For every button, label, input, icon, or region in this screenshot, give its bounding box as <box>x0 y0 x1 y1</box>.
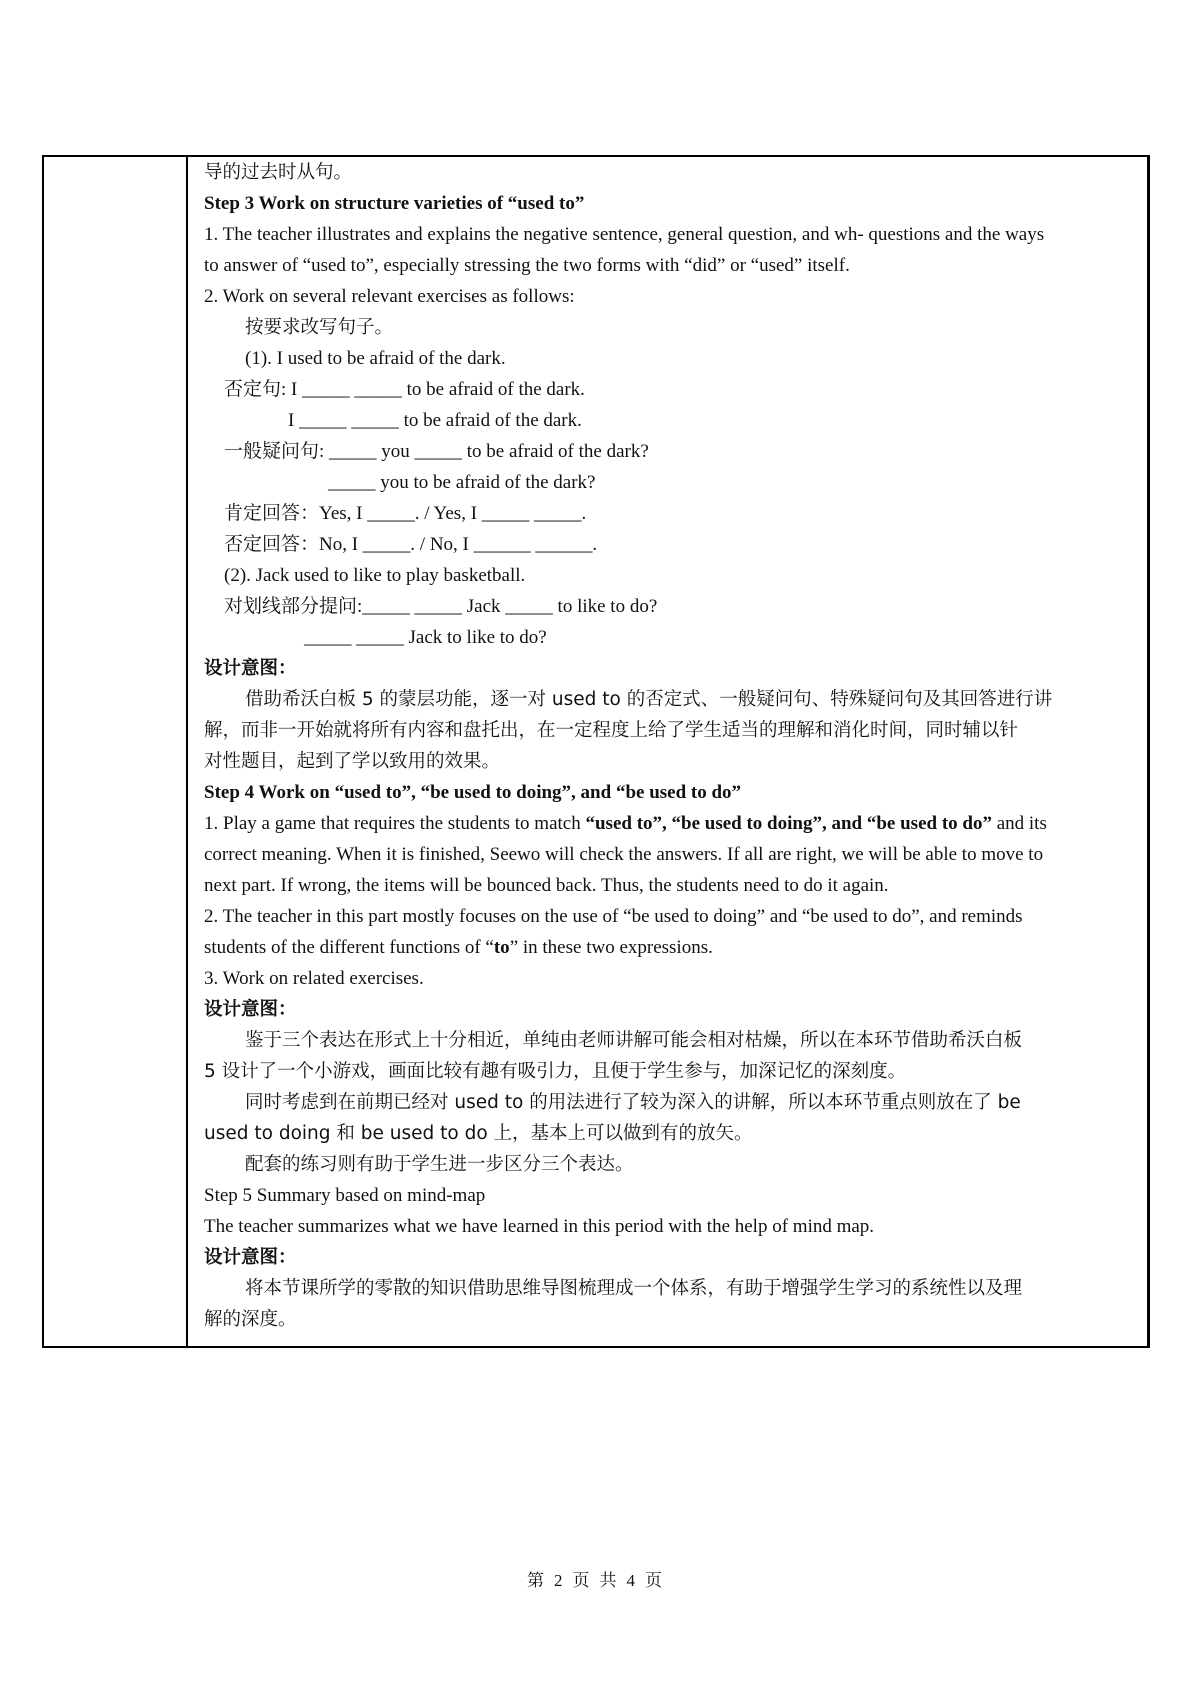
exercise-negative-answer: 否定回答：No, I _____. / No, I ______ ______. <box>224 534 598 555</box>
step4-point1-line2: correct meaning. When it is finished, Seewo will check the answers. If all are right, we will be able to move to <box>204 844 1044 865</box>
step4-point1-line1 <box>204 808 1144 839</box>
step5-text: The teacher summarizes what we have learned in this period with the help of mind map. <box>204 1216 875 1237</box>
design-intent-1-line2: 解，而非一开始就将所有内容和盘托出，在一定程度上给了学生适当的理解和消化时间，同时辅以针 <box>204 720 1019 741</box>
design-intent-1-line1: 借助希沃白板 5 的蒙层功能，逐一对 used to 的否定式、一般疑问句、特殊疑问句及其回答进行讲 <box>245 689 1053 710</box>
continued-text: 导的过去时从句。 <box>204 162 353 183</box>
exercise-1-sentence: (1). I used to be afraid of the dark. <box>245 348 506 369</box>
footer-page-number: 2 <box>554 1571 565 1590</box>
design-intent-2-line2: 5 设计了一个小游戏，画面比较有趣有吸引力，且便于学生参与，加深记忆的深刻度。 <box>204 1061 907 1082</box>
design-intent-heading-3: 设计意图： <box>204 1247 297 1268</box>
exercise-wh-question-2: _____ _____ Jack to like to do? <box>304 627 547 648</box>
step4-point2-bold: to <box>493 937 510 958</box>
footer-prefix: 第 <box>527 1571 546 1590</box>
step4-point1-bold: “used to”, “be used to doing”, and “be used to do” <box>585 813 992 834</box>
step4-point2-line1: 2. The teacher in this part mostly focuses on the use of “be used to doing” and “be used to do”, and reminds <box>204 906 1023 927</box>
step4-point2-line2 <box>204 932 1144 963</box>
step4-point1-text-a: 1. Play a game that requires the students to match <box>204 813 586 834</box>
design-intent-heading-1: 设计意图： <box>204 658 297 679</box>
design-intent-3-line1: 将本节课所学的零散的知识借助思维导图梳理成一个体系，有助于增强学生学习的系统性以及理 <box>245 1278 1023 1299</box>
step4-point1-text-b: and its <box>991 813 1047 834</box>
design-intent-2-line1: 鉴于三个表达在形式上十分相近，单纯由老师讲解可能会相对枯燥，所以在本环节借助希沃白板 <box>245 1030 1023 1051</box>
footer-total-pages: 4 <box>626 1571 637 1590</box>
design-intent-2-line5: 配套的练习则有助于学生进一步区分三个表达。 <box>245 1154 634 1175</box>
design-intent-3-line2: 解的深度。 <box>204 1309 297 1330</box>
exercise-negative-2: I _____ _____ to be afraid of the dark. <box>288 410 582 431</box>
exercise-2-sentence: (2). Jack used to like to play basketball. <box>224 565 526 586</box>
step4-heading: Step 4 Work on “used to”, “be used to doing”, and “be used to do” <box>204 782 742 803</box>
exercise-question-1: 一般疑问句: _____ you _____ to be afraid of the dark? <box>224 441 649 462</box>
design-intent-2-line3: 同时考虑到在前期已经对 used to 的用法进行了较为深入的讲解，所以本环节重点则放在了 be <box>245 1092 1021 1113</box>
design-intent-2-line4: used to doing 和 be used to do 上，基本上可以做到有的放矢。 <box>204 1123 753 1144</box>
step4-point3: 3. Work on related exercises. <box>204 968 424 989</box>
exercise-negative-1: 否定句: I _____ _____ to be afraid of the dark. <box>224 379 585 400</box>
table-column-divider <box>186 155 188 1348</box>
design-intent-heading-2: 设计意图： <box>204 999 297 1020</box>
step3-point2: 2. Work on several relevant exercises as follows: <box>204 286 575 307</box>
lesson-content <box>204 157 1144 1335</box>
step4-point1-line3: next part. If wrong, the items will be bounced back. Thus, the students need to do it again. <box>204 875 889 896</box>
step3-point1-line1: 1. The teacher illustrates and explains the negative sentence, general question, and wh- questions and the ways <box>204 224 1045 245</box>
footer-total-word: 共 <box>599 1571 619 1590</box>
step4-point2-text-a: students of the different functions of “ <box>204 937 494 958</box>
page-footer <box>0 1566 1191 1591</box>
step5-heading: Step 5 Summary based on mind-map <box>204 1185 486 1206</box>
step3-point1-line2: to answer of “used to”, especially stressing the two forms with “did” or “used” itself. <box>204 255 850 276</box>
exercise-question-2: _____ you to be afraid of the dark? <box>328 472 596 493</box>
footer-page-word: 页 <box>572 1571 592 1590</box>
footer-suffix: 页 <box>645 1571 664 1590</box>
step3-heading: Step 3 Work on structure varieties of “used to” <box>204 193 585 214</box>
exercise-instruction: 按要求改写句子。 <box>245 317 394 338</box>
design-intent-1-line3: 对性题目，起到了学以致用的效果。 <box>204 751 501 772</box>
step4-point2-text-b: ” in these two expressions. <box>509 937 713 958</box>
exercise-positive-answer: 肯定回答：Yes, I _____. / Yes, I _____ _____. <box>224 503 587 524</box>
exercise-wh-question-1: 对划线部分提问:_____ _____ Jack _____ to like to do? <box>224 596 658 617</box>
